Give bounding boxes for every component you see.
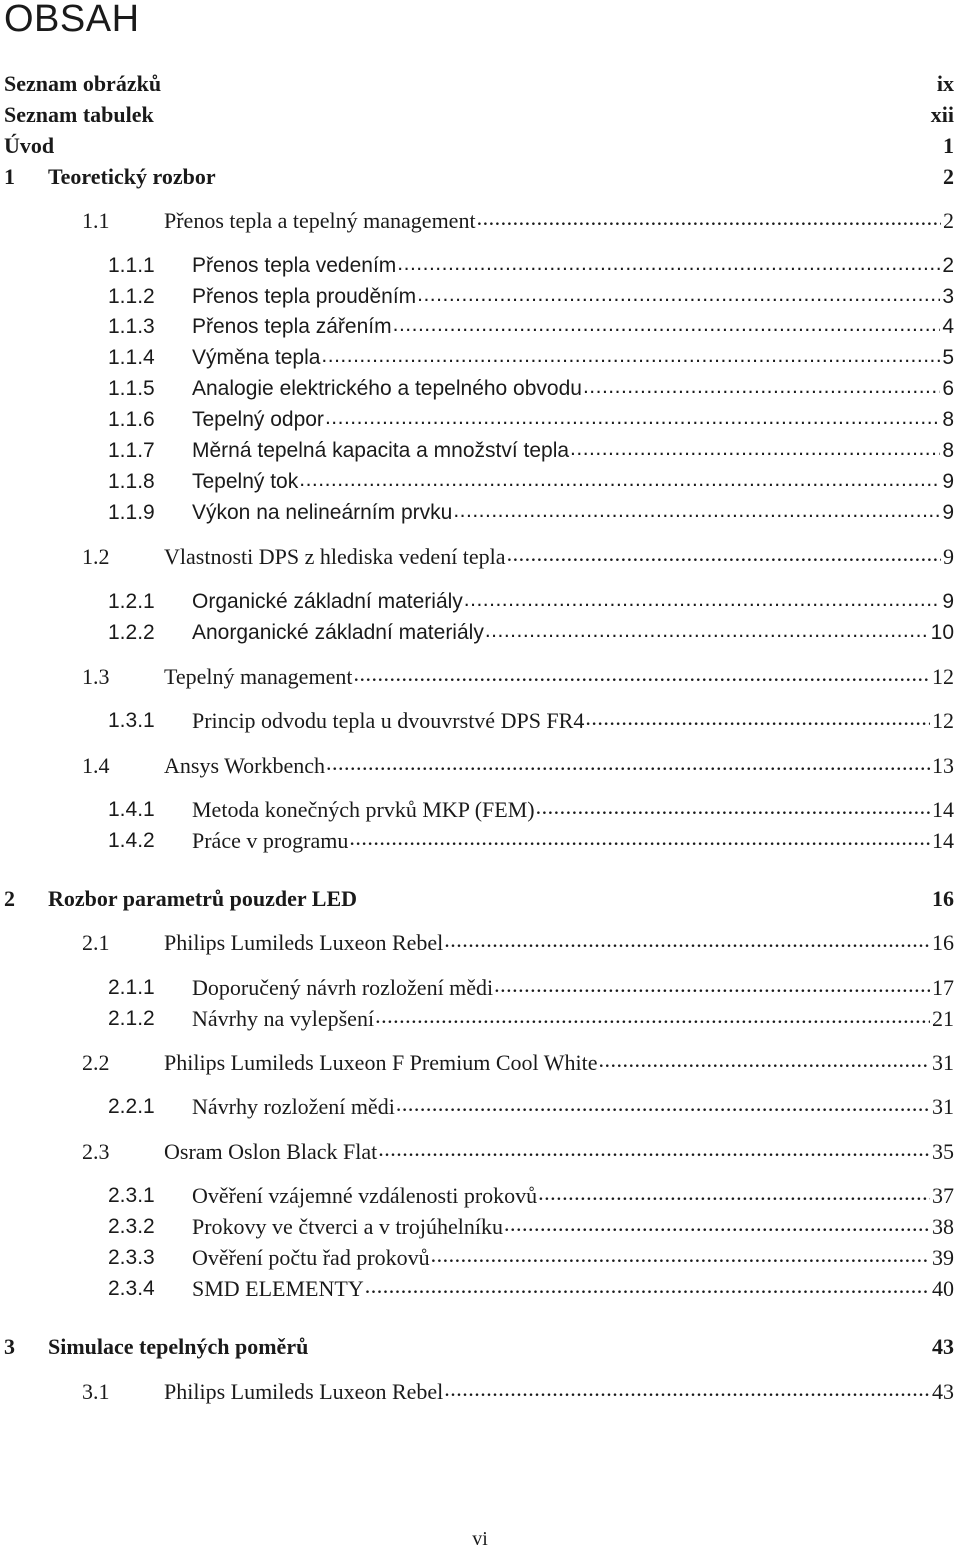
toc-entry-number: 2.3.1 [108,1184,155,1207]
toc-entry-page: 9 [942,470,954,493]
toc-leader-dots [583,378,940,400]
toc-subsection-1-1-7[interactable] [0,436,960,466]
toc-entry-page: 12 [932,708,954,733]
toc-entry-number: 2.3.2 [108,1215,155,1238]
toc-entry-number: 2.1.2 [108,1007,155,1030]
toc-leader-dots [507,546,941,568]
toc-entry-number: 1.4 [82,753,110,778]
toc-leader-dots [396,1096,930,1118]
toc-entry-list-of-figures[interactable] [0,69,960,99]
toc-entry-page: 16 [932,930,954,955]
toc-entry-number: 1.3.1 [108,709,155,732]
toc-leader-dots [353,666,930,688]
toc-entry-page: 6 [942,377,954,400]
toc-entry-page: 4 [942,315,954,338]
toc-entry-number: 3.1 [82,1379,110,1404]
toc-entry-title: Přenos tepla zářením [192,315,392,338]
toc-leader-dots [325,409,940,431]
toc-entry-page: 3 [942,285,954,308]
toc-entry-number: 1.1.7 [108,439,155,462]
toc-subsection-2-3-4[interactable] [0,1274,960,1304]
toc-entry-number: 1.1.5 [108,377,155,400]
toc-entry-number: 1.4.2 [108,829,155,852]
toc-section-1-3[interactable] [0,662,960,692]
toc-entry-page: 13 [932,753,954,778]
toc-entry-page: 9 [943,544,954,569]
toc-entry-page: 16 [932,886,954,911]
toc-entry-title: Princip odvodu tepla u dvouvrstvé DPS FR4 [192,708,585,733]
toc-entry-title: Přenos tepla a tepelný management [164,208,476,233]
toc-leader-dots [378,1141,930,1163]
toc-leader-dots [321,347,940,369]
toc-entry-number: 1.2.1 [108,590,155,613]
toc-entry-number: 1.3 [82,664,110,689]
toc-entry-title: Seznam obrázků [4,71,162,96]
toc-leader-dots [570,440,940,462]
toc-entry-page: 14 [932,828,954,853]
toc-leader-dots [464,591,941,613]
toc-subsection-1-4-2[interactable] [0,826,960,856]
toc-entry-list-of-tables[interactable] [0,100,960,130]
toc-entry-title: Metoda konečných prvků MKP (FEM) [192,797,535,822]
toc-section-3-1[interactable] [0,1377,960,1407]
toc-entry-title: Tepelný tok [192,470,299,493]
toc-entry-page: 5 [942,346,954,369]
toc-entry-number: 1.1.2 [108,285,155,308]
toc-entry-title: Návrhy rozložení mědi [192,1094,395,1119]
toc-leader-dots [444,1381,930,1403]
toc-entry-number: 2.3 [82,1139,110,1164]
toc-leader-dots [585,710,930,732]
toc-leader-dots [393,316,941,338]
toc-subsection-1-2-2[interactable] [0,618,960,648]
toc-entry-title: Ověření počtu řad prokovů [192,1245,430,1270]
toc-subsection-1-1-2[interactable] [0,282,960,312]
toc-entry-title: Práce v programu [192,828,349,853]
toc-entry-page: 1 [943,133,954,158]
toc-subsection-2-2-1[interactable] [0,1092,960,1122]
toc-entry-title: Doporučený návrh rozložení mědi [192,975,494,1000]
toc-entry-title: Simulace tepelných poměrů [48,1334,309,1359]
toc-leader-dots [538,1185,930,1207]
toc-entry-title: Ověření vzájemné vzdálenosti prokovů [192,1183,538,1208]
toc-entry-title: Přenos tepla vedením [192,254,397,277]
toc-entry-number: 1.1 [82,208,110,233]
toc-leader-dots [417,286,940,308]
toc-entry-number: 2.2.1 [108,1095,155,1118]
toc-entry-number: 1.1.1 [108,254,155,277]
toc-leader-dots [504,1216,930,1238]
toc-entry-number: 2.1 [82,930,110,955]
toc-leader-dots [536,799,930,821]
toc-chapter-3[interactable] [0,1332,960,1362]
toc-leader-dots [397,255,940,277]
toc-entry-title: Rozbor parametrů pouzder LED [48,886,358,911]
toc-entry-introduction[interactable] [0,131,960,161]
toc-entry-page: xii [930,102,954,127]
toc-entry-title: Philips Lumileds Luxeon Rebel [164,930,444,955]
toc-entry-page: 35 [932,1139,954,1164]
toc-chapter-2[interactable] [0,884,960,914]
toc-leader-dots [375,1008,930,1030]
toc-entry-page: 43 [932,1334,954,1359]
toc-entry-title: Tepelný odpor [192,408,324,431]
toc-leader-dots [494,977,930,999]
toc-entry-number: 1.1.3 [108,315,155,338]
toc-subsection-2-3-2[interactable] [0,1212,960,1242]
toc-subsection-1-1-1[interactable] [0,251,960,281]
toc-entry-page: 9 [942,501,954,524]
toc-entry-title: Teoretický rozbor [48,164,216,189]
toc-entry-number: 1 [4,164,15,189]
toc-entry-title: Anorganické základní materiály [192,621,484,644]
toc-entry-page: 37 [932,1183,954,1208]
toc-section-1-1[interactable] [0,206,960,236]
toc-entry-title: Přenos tepla prouděním [192,285,417,308]
toc-section-2-3[interactable] [0,1137,960,1167]
toc-section-2-2[interactable] [0,1048,960,1078]
toc-subsection-2-3-3[interactable] [0,1243,960,1273]
toc-entry-page: 40 [932,1276,954,1301]
toc-entry-title: Výkon na nelineárním prvku [192,501,453,524]
toc-entry-page: 10 [930,621,954,644]
toc-entry-number: 1.1.9 [108,501,155,524]
toc-entry-title: Prokovy ve čtverci a v trojúhelníku [192,1214,503,1239]
toc-subsection-1-1-3[interactable] [0,312,960,342]
toc-entry-number: 3 [4,1334,15,1359]
toc-entry-title: Měrná tepelná kapacita a množství tepla [192,439,570,462]
toc-entry-number: 1.1.8 [108,470,155,493]
toc-entry-page: 21 [932,1006,954,1031]
toc-entry-number: 1.1.4 [108,346,155,369]
toc-subsection-1-4-1[interactable] [0,795,960,825]
toc-leader-dots [477,210,941,232]
toc-entry-number: 2.3.3 [108,1246,155,1269]
toc-leader-dots [598,1052,930,1074]
toc-subsection-1-1-6[interactable] [0,405,960,435]
toc-entry-title: Ansys Workbench [164,753,325,778]
toc-subsection-1-3-1[interactable] [0,706,960,736]
toc-entry-title: Výměna tepla [192,346,321,369]
toc-entry-page: 38 [932,1214,954,1239]
toc-entry-page: 43 [932,1379,954,1404]
toc-entry-page: ix [936,71,954,96]
toc-subsection-1-1-4[interactable] [0,343,960,373]
toc-entry-number: 1.2.2 [108,621,155,644]
toc-section-1-2[interactable] [0,542,960,572]
toc-entry-page: 2 [943,208,954,233]
toc-entry-number: 2.1.1 [108,976,155,999]
toc-entry-page: 31 [932,1094,954,1119]
toc-entry-title: Tepelný management [164,664,353,689]
toc-leader-dots [453,502,940,524]
toc-subsection-1-1-9[interactable] [0,498,960,528]
toc-entry-title: Úvod [4,133,55,158]
toc-entry-page: 39 [932,1245,954,1270]
toc-entry-number: 1.2 [82,544,110,569]
toc-entry-title: Analogie elektrického a tepelného obvodu [192,377,582,400]
toc-subsection-1-1-8[interactable] [0,467,960,497]
toc-entry-number: 1.4.1 [108,798,155,821]
toc-entry-title: SMD ELEMENTY [192,1276,364,1301]
toc-entry-title: Organické základní materiály [192,590,463,613]
toc-entry-title: Philips Lumileds Luxeon F Premium Cool White [164,1050,598,1075]
page-title: OBSAH [4,0,140,40]
toc-entry-title: Seznam tabulek [4,102,154,127]
toc-entry-title: Philips Lumileds Luxeon Rebel [164,1379,444,1404]
toc-subsection-2-3-1[interactable] [0,1181,960,1211]
toc-entry-title: Návrhy na vylepšení [192,1006,375,1031]
toc-leader-dots [485,622,929,644]
toc-subsection-1-2-1[interactable] [0,587,960,617]
toc-subsection-2-1-1[interactable] [0,973,960,1003]
toc-entry-number: 2.3.4 [108,1277,155,1300]
toc-leader-dots [444,932,930,954]
toc-section-2-1[interactable] [0,928,960,958]
toc-entry-number: 1.1.6 [108,408,155,431]
toc-leader-dots [326,755,930,777]
toc-leader-dots [431,1247,930,1269]
toc-leader-dots [365,1278,930,1300]
toc-leader-dots [299,471,940,493]
toc-subsection-2-1-2[interactable] [0,1004,960,1034]
toc-entry-page: 8 [942,408,954,431]
toc-entry-page: 9 [942,590,954,613]
toc-entry-page: 2 [942,254,954,277]
toc-leader-dots [349,830,930,852]
toc-entry-page: 14 [932,797,954,822]
toc-entry-page: 12 [932,664,954,689]
toc-entry-number: 2 [4,886,15,911]
toc-chapter-1[interactable] [0,162,960,192]
toc-entry-title: Vlastnosti DPS z hlediska vedení tepla [164,544,506,569]
toc-section-1-4[interactable] [0,751,960,781]
toc-subsection-1-1-5[interactable] [0,374,960,404]
toc-entry-page: 8 [942,439,954,462]
toc-entry-page: 17 [932,975,954,1000]
toc-entry-number: 2.2 [82,1050,110,1075]
page-number: vi [472,1528,488,1550]
toc-entry-title: Osram Oslon Black Flat [164,1139,378,1164]
toc-entry-page: 2 [943,164,954,189]
toc-entry-page: 31 [932,1050,954,1075]
